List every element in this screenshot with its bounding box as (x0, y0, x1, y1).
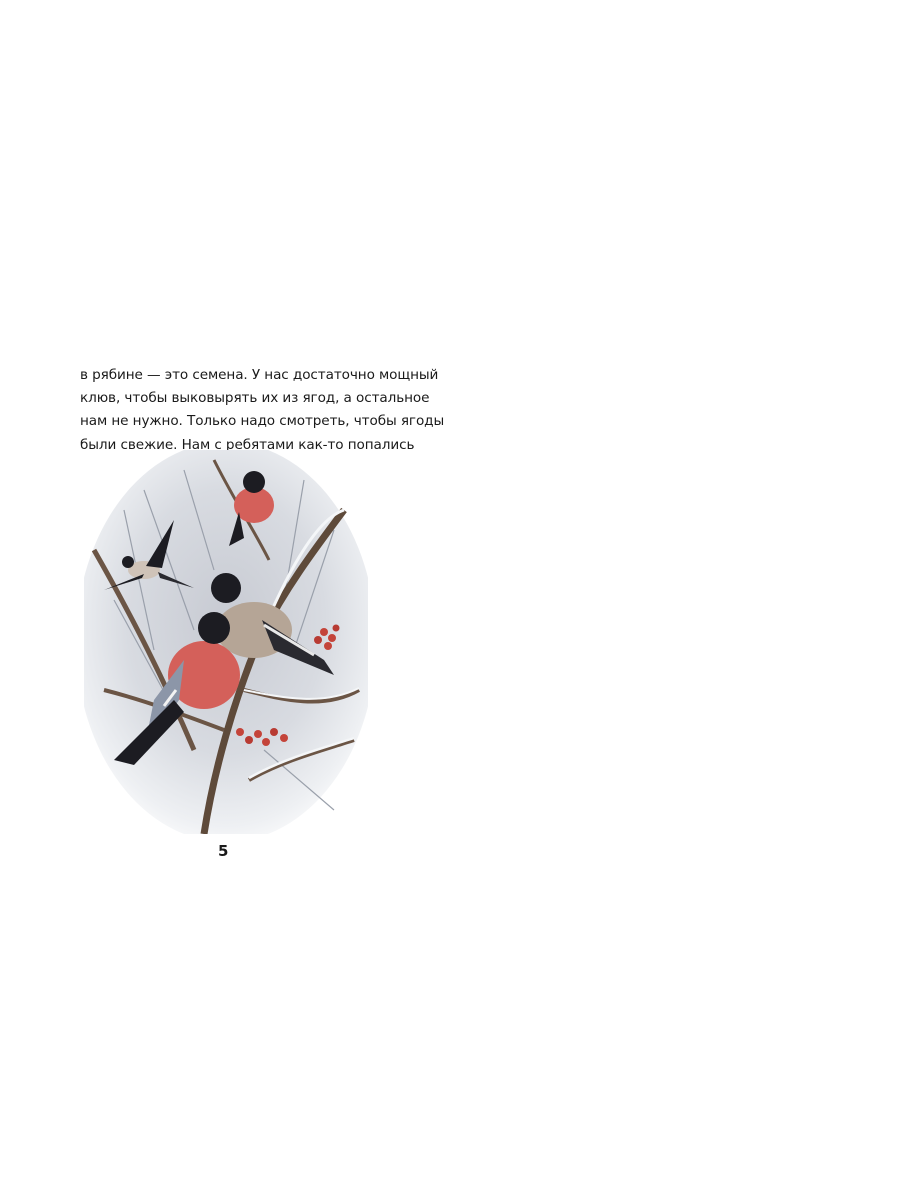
text-line: нам не нужно. Только надо смотреть, чтобы ягоды (80, 413, 445, 430)
text-line: клюв, чтобы выковырять их из ягод, а остальное (80, 390, 430, 407)
bullfinches-on-rowan-illustration (84, 450, 368, 834)
text-line: в рябине — это семена. У нас достаточно мощный (80, 367, 439, 383)
page-number: 5 (218, 842, 229, 860)
right-page (450, 0, 900, 1200)
left-page-text (80, 364, 445, 457)
text-line: были свежие. Нам с ребятами как-то попались (80, 436, 415, 453)
